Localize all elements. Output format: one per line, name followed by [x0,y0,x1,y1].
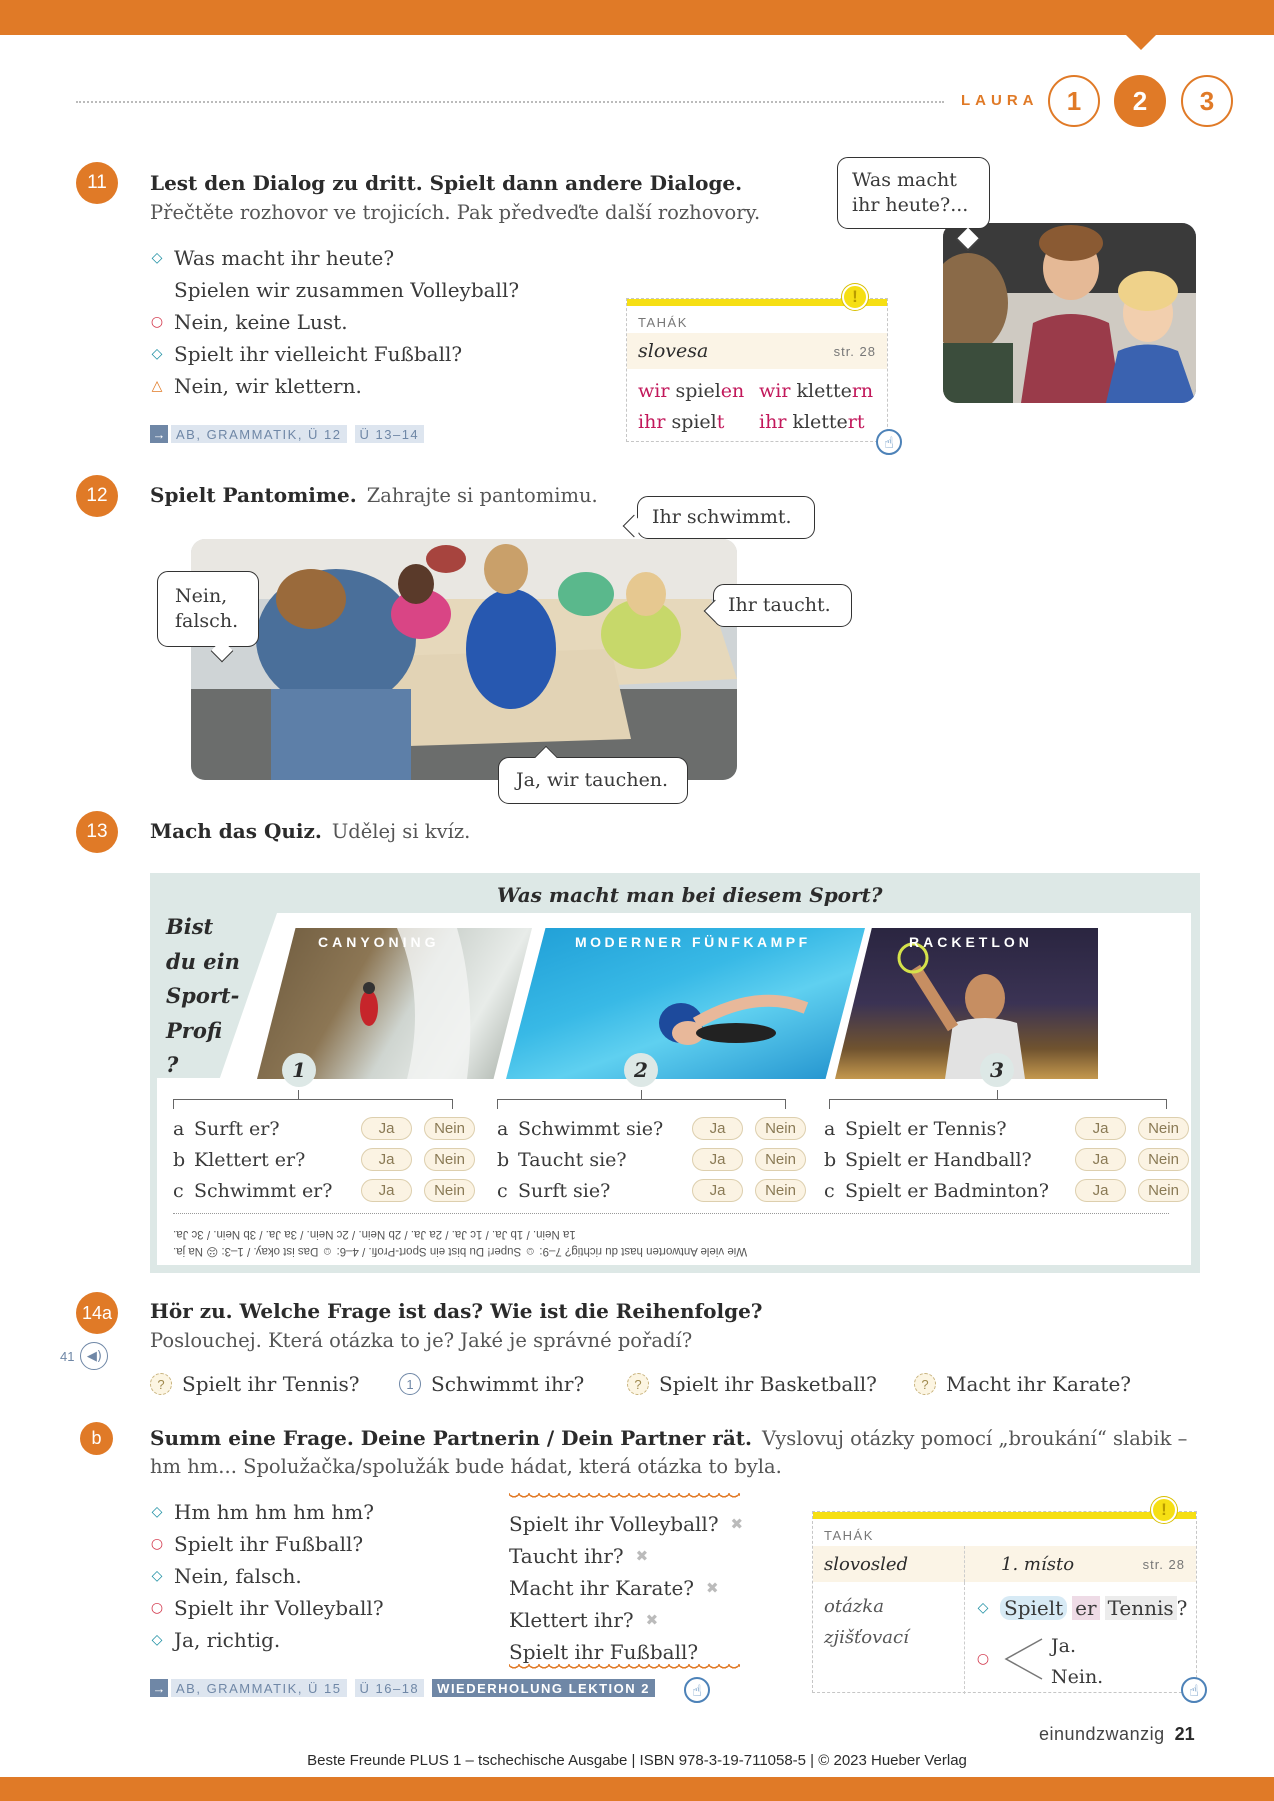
teens-illustration [943,223,1196,403]
level-2-badge[interactable]: 2 [1114,75,1166,127]
order-option[interactable]: ? Spielt ihr Basketball? [627,1372,877,1396]
no-option[interactable]: Nein [755,1148,806,1171]
triangle-marker-icon: △ [151,378,163,394]
exercise-12-number: 12 [76,475,118,517]
touch-hand-icon[interactable]: ☝ [876,429,902,455]
ref-tag-review[interactable]: WIEDERHOLUNG LEKTION 2 [432,1679,655,1697]
cross-icon: ✖ [635,1547,649,1565]
tahak-page-ref[interactable]: str. 28 [1142,1556,1185,1572]
dialog-text: Nein, keine Lust. [174,310,348,334]
exclamation-icon: ! [1151,1497,1177,1523]
workbook-reference[interactable] [150,425,432,443]
quiz-question-row: b Taucht sie? Ja Nein [497,1144,806,1175]
exercise-13-title-de: Mach das Quiz. [150,819,322,843]
photo-three-teens [943,223,1196,403]
arrow-right-icon: → [150,1679,168,1697]
yes-option[interactable]: Ja [361,1117,412,1140]
question-list-item: Spielt ihr Volleyball? ✖ [509,1508,743,1540]
quiz-question-row: b Spielt er Handball? Ja Nein [824,1144,1189,1175]
answer-key-upside-down: Wie viele Antworten hast du richtig? 7–9: ☺ Super! Du bist ein Sport-Profi. / 4–6: ☺ Das ist okay. / 1–3: ☹ Na ja. 1a Nein. / 1b Ja. / 1c Ja. / 2a Ja. / 2b Nein. / 2c Nein. / 3a Ja. / 3b Nein. / 3c Ja. [173,1228,748,1257]
tahak-word-order-box: TAHÁK slovosled 1. místo str. 28 otázka zjišťovací ◇ Spielt er Tennis ? ○ Ja. Nein. [812,1511,1197,1693]
tahak-header: slovosled 1. místo str. 28 [813,1546,1196,1582]
column-bracket [497,1099,786,1109]
dialog-text: Spielen wir zusammen Volleyball? [174,278,520,302]
speech-bubble: Ihr taucht. [713,584,852,627]
dialog-line [150,306,519,338]
exercise-11-title-de: Lest den Dialog zu dritt. Spielt dann andere Dialoge. [150,171,743,195]
dialog-line: ◇ Ja, richtig. [150,1624,384,1656]
dialog-line: ○ Spielt ihr Volleyball? [150,1592,384,1624]
quiz-question-row: c Spielt er Badminton? Ja Nein [824,1175,1189,1206]
diamond-marker-icon: ◇ [151,250,163,266]
order-option[interactable]: 1 Schwimmt ihr? [399,1372,584,1396]
order-option[interactable]: ? Spielt ihr Tennis? [150,1372,360,1396]
tahak-conjugation: wir spielen wir klettern ihr spielt ihr klettert [638,380,874,433]
quiz-column-2 [497,1113,806,1206]
photo-swimmer [506,928,865,1079]
circle-marker-icon: ○ [150,1600,164,1616]
classroom-illustration [191,539,737,780]
quiz-number-2: 2 [624,1053,658,1087]
quiz-number-3: 3 [980,1053,1014,1087]
page-number-word: einundzwanzig [1039,1724,1165,1744]
question-list [509,1508,743,1668]
branch-lines [1002,1637,1046,1681]
wavy-divider-top [509,1493,740,1499]
tahak-title: slovesa [638,340,709,362]
column-bracket [173,1099,453,1109]
dialog-line [150,274,519,306]
exercise-14b-number: b [80,1422,113,1455]
ref-tag[interactable]: Ü 13–14 [355,425,425,443]
no-option[interactable]: Nein [1138,1179,1189,1202]
quiz-side-title: Bist du ein Sport- Profi ? [166,914,240,1077]
tahak-label: TAHÁK [824,1528,874,1543]
tahak-label: TAHÁK [638,315,688,330]
exercise-14a-title-cz: Poslouchej. Která otázka to je? Jaké je správné pořadí? [150,1329,693,1352]
exercise-13-number: 13 [76,811,118,853]
quiz-question-row: c Schwimmt er? Ja Nein [173,1175,475,1206]
yes-option[interactable]: Ja [361,1179,412,1202]
cross-icon: ✖ [645,1611,659,1629]
quiz-column-1 [173,1113,475,1206]
word-subject: er [1072,1596,1099,1620]
exercise-12-title-de: Spielt Pantomime. [150,483,357,507]
ref-tag[interactable]: AB, GRAMMATIK, Ü 15 [171,1679,347,1697]
exercise-12-title [150,483,598,507]
quiz-title: Was macht man bei diesem Sport? [497,883,883,907]
touch-hand-icon[interactable]: ☝ [684,1677,710,1703]
word-verb: Spielt [1000,1596,1067,1620]
unit-name: LAURA [961,92,1039,109]
exclamation-icon: ! [842,284,868,310]
ref-tag[interactable]: Ü 16–18 [355,1679,425,1697]
exercise-14b-title-cz: Vyslovuj otázky pomocí „broukání“ slabik – [761,1427,1188,1450]
dialog-line: ◇ Hm hm hm hm hm? [150,1496,384,1528]
quiz-number-1: 1 [282,1053,316,1087]
wavy-divider-bottom [509,1664,740,1670]
no-option[interactable]: Nein [424,1117,475,1140]
diamond-marker-icon: ◇ [151,1632,163,1648]
exercise-14b-title-cz-2: hm hm... Spolužačka/spolužák bude hádat, která otázka to byla. [150,1455,782,1478]
no-option[interactable]: Nein [1138,1117,1189,1140]
exercise-14a-title-de: Hör zu. Welche Frage ist das? Wie ist die Reihenfolge? [150,1299,763,1323]
page-number: 21 [1174,1724,1195,1744]
yes-option[interactable]: Ja [692,1179,743,1202]
order-marker: 1 [399,1373,421,1395]
quiz-question-row: b Klettert er? Ja Nein [173,1144,475,1175]
question-list-item: Klettert ihr? ✖ [509,1604,743,1636]
audio-track[interactable] [60,1342,108,1370]
diamond-marker-icon: ◇ [151,1504,163,1520]
yes-option[interactable]: Ja [361,1148,412,1171]
diamond-marker-icon: ◇ [977,1600,989,1616]
dialog-line [150,370,519,402]
sport-label-racketlon: RACKETLON [909,934,1033,950]
yes-option[interactable]: Ja [1075,1148,1126,1171]
dialog-line: ◇ Nein, falsch. [150,1560,384,1592]
sport-label-fuenfkampf: MODERNER FÜNFKAMPF [575,934,811,950]
tahak-header [627,333,887,369]
dialog-text: Nein, wir klettern. [174,374,362,398]
footer-credit: Beste Freunde PLUS 1 – tschechische Ausgabe | ISBN 978-3-19-711058-5 | © 2023 Hueber Verlag [307,1752,967,1769]
bottom-bar [0,1777,1274,1801]
dialog-text: Was macht ihr heute? [174,246,395,270]
dialog-text: Spielt ihr vielleicht Fußball? [174,342,463,366]
quiz-column-3 [824,1113,1189,1206]
question-list-item: Macht ihr Karate? ✖ [509,1572,743,1604]
quiz-question-row: a Schwimmt sie? Ja Nein [497,1113,806,1144]
audio-track-number: 41 [60,1348,75,1364]
dialog-line [150,338,519,370]
exercise-13-title [150,819,470,843]
top-bar-notch [1126,35,1156,50]
workbook-reference[interactable] [150,1679,663,1697]
photo-classroom-pantomime [191,539,737,780]
speech-bubble: Ja, wir tauchen. [498,757,688,804]
no-option[interactable]: Nein [755,1179,806,1202]
photo-racketlon [835,928,1098,1079]
circle-marker-icon: ○ [150,1536,164,1552]
exercise-14b-title [150,1426,1187,1450]
quiz-question-row: a Spielt er Tennis? Ja Nein [824,1113,1189,1144]
order-marker: ? [150,1373,172,1395]
sport-label-canyoning: CANYONING [318,934,440,950]
circle-marker-icon: ○ [150,314,164,330]
dialog-line: ○ Spielt ihr Fußball? [150,1528,384,1560]
touch-hand-icon[interactable]: ☝ [1181,1677,1207,1703]
cross-icon: ✖ [730,1515,744,1533]
speaker-icon[interactable]: ◀) [80,1342,108,1370]
question-list-item: Taucht ihr? ✖ [509,1540,743,1572]
exercise-14b-title-de: Summ eine Frage. Deine Partnerin / Dein Partner rät. [150,1426,752,1450]
header-dotted-line [76,101,944,103]
word-object: Tennis [1105,1596,1177,1620]
circle-marker-icon: ○ [976,1651,990,1667]
exercise-14b-dialog [150,1496,384,1656]
no-option[interactable]: Nein [424,1179,475,1202]
tahak-verbs-box [626,298,888,442]
level-1-badge[interactable]: 1 [1048,75,1100,127]
order-marker: ? [914,1373,936,1395]
answer-key-divider [173,1213,1169,1214]
diamond-marker-icon: ◇ [151,346,163,362]
exercise-11-number: 11 [76,162,118,204]
exercise-12-title-cz: Zahrajte si pantomimu. [366,484,598,507]
question-list-item: Spielt ihr Fußball? [509,1640,699,1664]
no-option[interactable]: Nein [755,1117,806,1140]
ref-tag[interactable]: AB, GRAMMATIK, Ü 12 [171,425,347,443]
level-3-badge[interactable]: 3 [1181,75,1233,127]
yes-option[interactable]: Ja [1075,1179,1126,1202]
speech-bubble: Ihr schwimmt. [637,496,815,539]
no-option[interactable]: Nein [424,1148,475,1171]
speech-bubble: Was macht ihr heute?... [837,157,990,229]
exercise-11-title-cz: Přečtěte rozhovor ve trojicích. Pak předveďte další rozhovory. [150,201,761,224]
tahak-page-ref[interactable]: str. 28 [833,343,876,359]
top-bar [0,0,1274,35]
quiz-question-row: c Surft sie? Ja Nein [497,1175,806,1206]
column-bracket [829,1099,1167,1109]
order-option[interactable]: ? Macht ihr Karate? [914,1372,1131,1396]
exercise-13-title-cz: Udělej si kvíz. [331,820,471,843]
yes-option[interactable]: Ja [692,1117,743,1140]
exercise-14a-number: 14a [76,1292,118,1334]
exercise-11-dialog [150,242,519,402]
yes-option[interactable]: Ja [1075,1117,1126,1140]
arrow-right-icon: → [150,425,168,443]
page-number-area [1039,1724,1195,1745]
no-option[interactable]: Nein [1138,1148,1189,1171]
quiz-question-row: a Surft er? Ja Nein [173,1113,475,1144]
diamond-marker-icon: ◇ [151,1568,163,1584]
speech-bubble: Nein, falsch. [157,571,259,647]
yes-option[interactable]: Ja [692,1148,743,1171]
cross-icon: ✖ [706,1579,719,1597]
dialog-line [150,242,519,274]
order-marker: ? [627,1373,649,1395]
